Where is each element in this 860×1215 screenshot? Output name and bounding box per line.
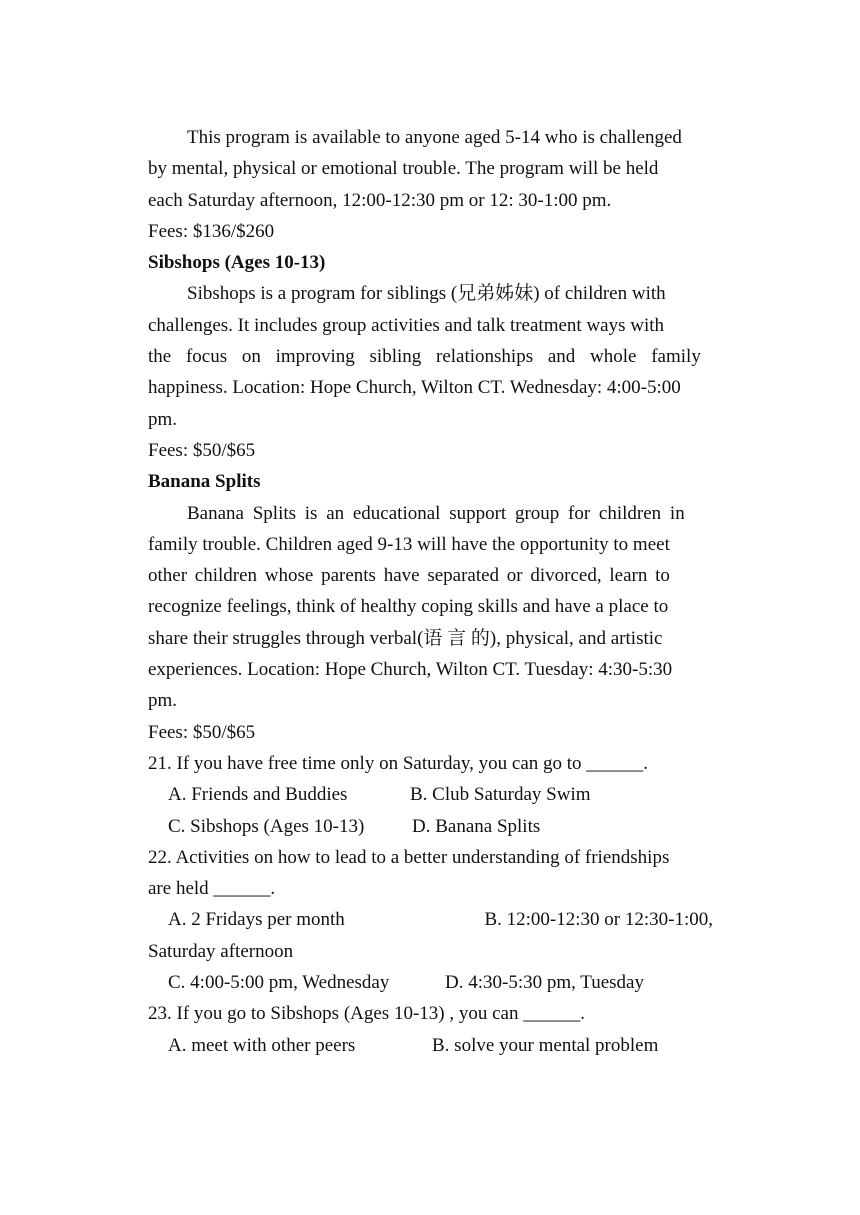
q22-option-a: A. 2 Fridays per month	[168, 909, 345, 931]
banana-line-2: family trouble. Children aged 9-13 will have the opportunity to meet	[148, 533, 670, 555]
banana-splits-section	[148, 466, 713, 748]
q23-option-b: B. solve your mental problem	[432, 1034, 659, 1056]
intro-section	[148, 122, 713, 247]
banana-line-5: share their struggles through verbal(语 言 的), physical, and artistic	[148, 627, 663, 649]
sibshops-heading: Sibshops (Ages 10-13)	[148, 252, 326, 274]
q21-option-b: B. Club Saturday Swim	[410, 784, 591, 806]
q22-option-c: C. 4:00-5:00 pm, Wednesday	[168, 972, 390, 994]
q23-options-row-1	[148, 1030, 713, 1061]
banana-line-7: pm.	[148, 690, 178, 712]
q22-option-b-continued: Saturday afternoon	[148, 940, 294, 962]
question-21	[148, 748, 713, 842]
q21-option-a: A. Friends and Buddies	[168, 784, 348, 806]
q22-option-b: B. 12:00-12:30 or 12:30-1:00,	[484, 909, 713, 931]
sibshops-section	[148, 247, 713, 466]
q22-stem-line-1: 22. Activities on how to lead to a better understanding of friendships	[148, 846, 670, 868]
banana-line-6: experiences. Location: Hope Church, Wilton CT. Tuesday: 4:30-5:30	[148, 659, 673, 681]
document-page	[148, 122, 713, 1061]
banana-line-1: Banana Splits is an educational support group for children in	[187, 502, 685, 524]
question-22	[148, 842, 713, 998]
q22-option-d: D. 4:30-5:30 pm, Tuesday	[445, 972, 644, 994]
sibshops-line-2: challenges. It includes group activities and talk treatment ways with	[148, 314, 665, 336]
q21-options-row-2	[148, 811, 713, 842]
q22-options-row-2	[148, 967, 713, 998]
q23-option-a: A. meet with other peers	[168, 1034, 356, 1056]
banana-heading: Banana Splits	[148, 471, 261, 493]
intro-line-1: This program is available to anyone aged 5-14 who is challenged	[187, 127, 682, 148]
q23-stem: 23. If you go to Sibshops (Ages 10-13) , you can ______.	[148, 1003, 585, 1025]
intro-line-2: by mental, physical or emotional trouble. The program will be held	[148, 158, 659, 180]
q21-stem: 21. If you have free time only on Saturday, you can go to ______.	[148, 752, 649, 774]
sibshops-line-5: pm.	[148, 408, 178, 430]
sibshops-line-3: the focus on improving sibling relationships and whole family	[148, 346, 701, 368]
intro-line-3: each Saturday afternoon, 12:00-12:30 pm or 12: 30-1:00 pm.	[148, 189, 612, 211]
banana-fees: Fees: $50/$65	[148, 721, 256, 743]
sibshops-fees: Fees: $50/$65	[148, 439, 256, 461]
intro-fees: Fees: $136/$260	[148, 220, 275, 242]
banana-line-4: recognize feelings, think of healthy coping skills and have a place to	[148, 596, 669, 618]
q21-option-d: D. Banana Splits	[412, 815, 541, 837]
question-23	[148, 998, 713, 1061]
q21-option-c: C. Sibshops (Ages 10-13)	[168, 815, 365, 837]
q21-options-row-1	[148, 779, 713, 810]
sibshops-line-1: Sibshops is a program for siblings (兄弟姊妹) of children with	[187, 283, 666, 305]
q22-options-row-1	[148, 904, 713, 935]
sibshops-line-4: happiness. Location: Hope Church, Wilton CT. Wednesday: 4:00-5:00	[148, 377, 681, 399]
banana-line-3: other children whose parents have separated or divorced, learn to	[148, 565, 670, 587]
q22-stem-line-2: are held ______.	[148, 878, 276, 900]
